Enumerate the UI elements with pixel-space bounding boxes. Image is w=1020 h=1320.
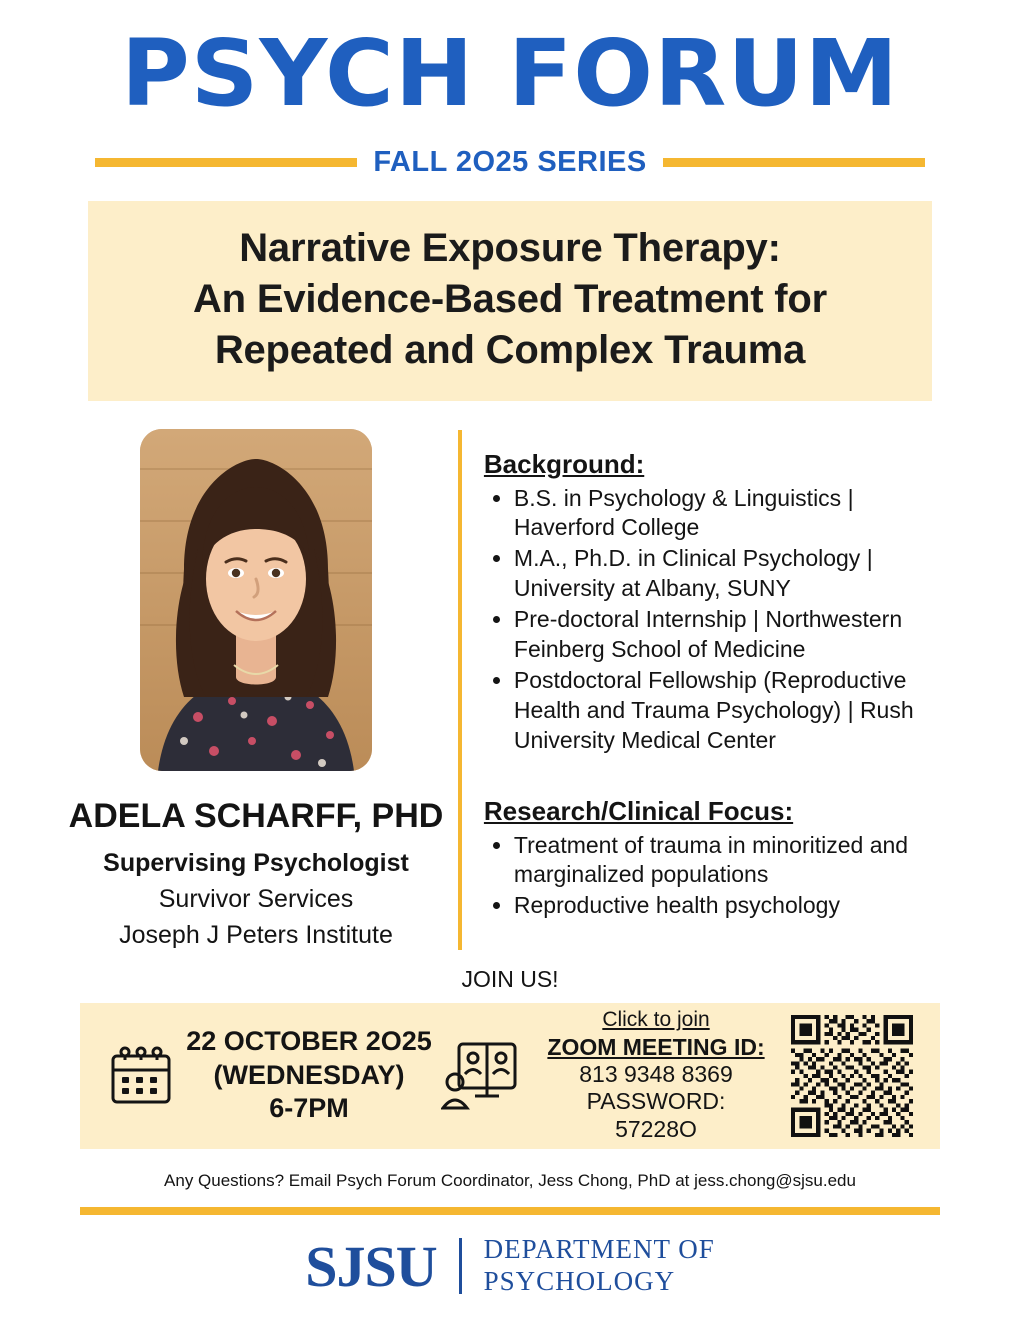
zoom-meeting-id-value: 813 9348 8369 [579, 1060, 733, 1087]
footer-rule [80, 1207, 940, 1215]
portrait-illustration [140, 429, 372, 771]
series-rule-left [95, 158, 357, 167]
talk-title-band [88, 201, 932, 401]
series-label: FALL 2O25 SERIES [373, 146, 647, 178]
series-rule-right [663, 158, 925, 167]
list-item: • B.S. in Psychology & Linguistics | Haverford College [514, 484, 960, 544]
qr-code-image [791, 1015, 913, 1137]
talk-title-line-3: Repeated and Complex Trauma [214, 328, 806, 373]
list-item: • Pre-doctoral Internship | Northwestern Feinberg School of Medicine [514, 605, 960, 665]
department-name [484, 1234, 715, 1298]
speaker-and-bio-section [0, 427, 1020, 950]
list-item: • M.A., Ph.D. in Clinical Psychology | University at Albany, SUNY [514, 544, 960, 604]
vertical-divider [458, 430, 462, 950]
department-line-2: PSYCHOLOGY [483, 1266, 676, 1297]
logo-divider [459, 1238, 462, 1294]
event-time: 6-7PM [269, 1093, 349, 1124]
zoom-password-label: PASSWORD: [586, 1088, 726, 1115]
event-date: 22 OCTOBER 2O25 [186, 1025, 432, 1056]
focus-heading: Research/Clinical Focus: [483, 795, 794, 826]
page-title: PSYCH FORUM [120, 20, 899, 127]
sjsu-logo-text: SJSU [305, 1233, 437, 1299]
footer-logo [0, 1233, 1020, 1300]
click-to-join-link[interactable]: Click to join [602, 1007, 710, 1031]
event-details-band [80, 1003, 940, 1149]
video-meeting-icon [434, 1038, 530, 1114]
qr-code[interactable] [782, 1015, 922, 1137]
department-line-1: DEPARTMENT OF [483, 1234, 715, 1265]
event-day: (WEDNESDAY) [213, 1059, 405, 1090]
background-list [484, 484, 960, 756]
focus-list [484, 831, 960, 922]
speaker-portrait-photo [140, 429, 372, 771]
zoom-details-block [530, 1008, 782, 1144]
series-row [0, 146, 1020, 179]
background-heading: Background: [483, 448, 645, 479]
list-item: • Postdoctoral Fellowship (Reproductive Health and Trauma Psychology) | Rush University Medical Center [514, 666, 960, 756]
questions-contact-line: Any Questions? Email Psych Forum Coordinator, Jess Chong, PhD at jess.chong@sjsu.edu [164, 1170, 856, 1190]
zoom-meeting-id-label: ZOOM MEETING ID: [547, 1033, 765, 1060]
event-date-block [184, 1025, 434, 1126]
speaker-org-line-1: Survivor Services [158, 884, 354, 913]
list-item: • Treatment of trauma in minoritized and marginalized populations [514, 831, 960, 891]
speaker-name: ADELA SCHARFF, PHD [68, 796, 444, 835]
bio-column [484, 427, 960, 950]
speaker-org-line-2: Joseph J Peters Institute [119, 920, 393, 949]
list-item: • Reproductive health psychology [514, 891, 960, 921]
speaker-column [60, 427, 452, 950]
zoom-password-value: 57228O [615, 1115, 697, 1142]
join-us-label: JOIN US! [461, 965, 559, 992]
speaker-role: Supervising Psychologist [103, 848, 409, 877]
talk-title-line-1: Narrative Exposure Therapy: [239, 226, 781, 270]
calendar-icon [98, 1040, 184, 1112]
talk-title-line-2: An Evidence-Based Treatment for [193, 277, 827, 322]
